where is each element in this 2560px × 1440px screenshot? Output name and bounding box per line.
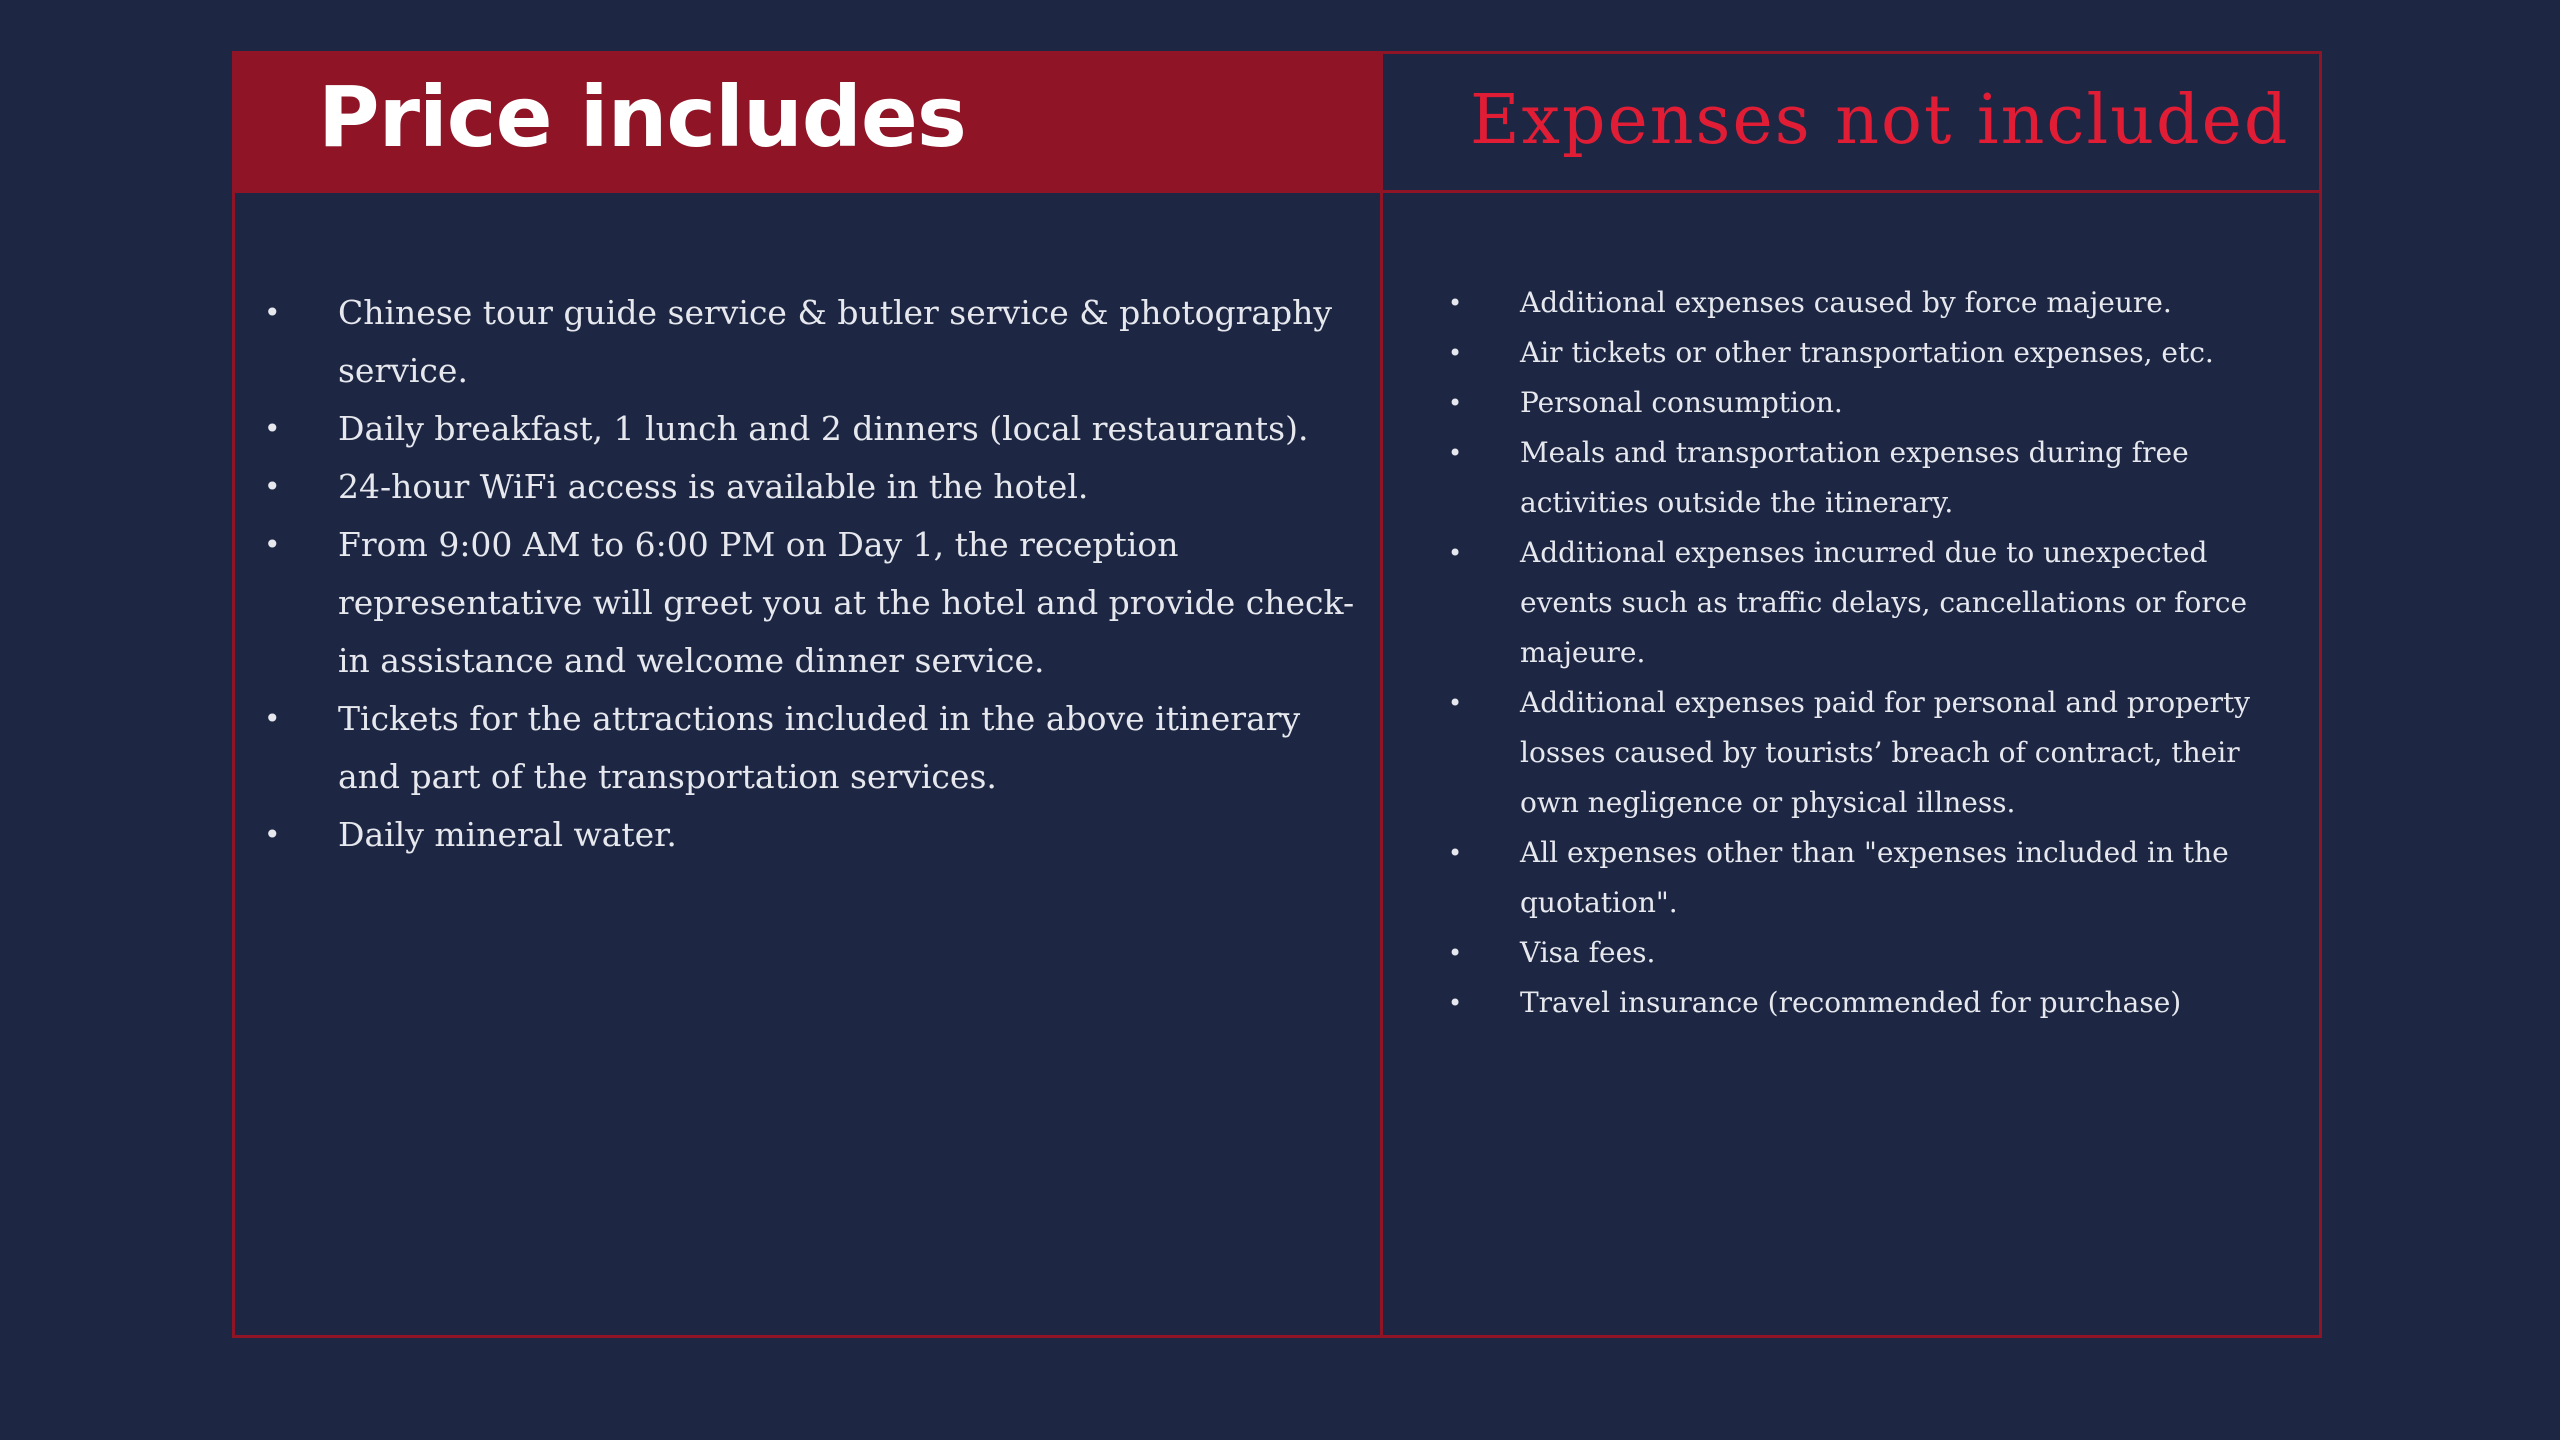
list-item [1448, 378, 2300, 428]
list-item-text: Visa fees. [1520, 936, 1656, 969]
list-item-text: Meals and transportation expenses during free activities outside the itinerary. [1520, 436, 2189, 519]
list-item [1448, 528, 2300, 678]
list-item [1448, 428, 2300, 528]
bullet: • [1448, 439, 1463, 467]
list-item [264, 806, 1358, 864]
list-item-text: Chinese tour guide service & butler service & photography service. [338, 293, 1333, 390]
bullet: • [264, 528, 281, 561]
bullet: • [264, 470, 281, 503]
bullet: • [264, 296, 281, 329]
list-item-text: 24-hour WiFi access is available in the hotel. [338, 467, 1089, 506]
bullet: • [1448, 339, 1463, 367]
list-item [1448, 828, 2300, 928]
bullet: • [264, 702, 281, 735]
list-item [264, 284, 1358, 400]
list-item [264, 516, 1358, 690]
list-item [1448, 678, 2300, 828]
list-item [264, 690, 1358, 806]
price-includes-list [264, 284, 1358, 864]
column-divider [1380, 51, 1383, 1338]
list-item-text: From 9:00 AM to 6:00 PM on Day 1, the reception representative will greet you at the hotel and provide check-in assistance and welcome dinner service. [338, 525, 1355, 680]
list-item-text: Daily breakfast, 1 lunch and 2 dinners (local restaurants). [338, 409, 1309, 448]
list-item [1448, 928, 2300, 978]
list-item-text: Travel insurance (recommended for purchase) [1520, 986, 2182, 1019]
list-item-text: All expenses other than "expenses included in the quotation". [1520, 836, 2229, 919]
bullet: • [1448, 389, 1463, 417]
list-item [1448, 328, 2300, 378]
list-item-text: Additional expenses caused by force majeure. [1520, 286, 2172, 319]
list-item [1448, 978, 2300, 1028]
list-item [1448, 278, 2300, 328]
expenses-not-included-list [1448, 278, 2300, 1028]
list-item-text: Daily mineral water. [338, 815, 677, 854]
list-item [264, 400, 1358, 458]
bullet: • [1448, 839, 1463, 867]
list-item-text: Air tickets or other transportation expenses, etc. [1520, 336, 2214, 369]
bullet: • [264, 412, 281, 445]
bullet: • [264, 818, 281, 851]
bullet: • [1448, 939, 1463, 967]
list-item [264, 458, 1358, 516]
bullet: • [1448, 689, 1463, 717]
list-item-text: Personal consumption. [1520, 386, 1843, 419]
header-divider [232, 190, 2322, 193]
list-item-text: Additional expenses incurred due to unexpected events such as traffic delays, cancellations or force majeure. [1520, 536, 2248, 669]
list-item-text: Tickets for the attractions included in the above itinerary and part of the transportation services. [338, 699, 1301, 796]
bullet: • [1448, 289, 1463, 317]
list-item-text: Additional expenses paid for personal and property losses caused by tourists’ breach of contract, their own negligence or physical illness. [1520, 686, 2251, 819]
price-includes-title: Price includes [318, 68, 966, 166]
bullet: • [1448, 539, 1463, 567]
bullet: • [1448, 989, 1463, 1017]
expenses-not-included-title: Expenses not included [1470, 81, 2290, 160]
